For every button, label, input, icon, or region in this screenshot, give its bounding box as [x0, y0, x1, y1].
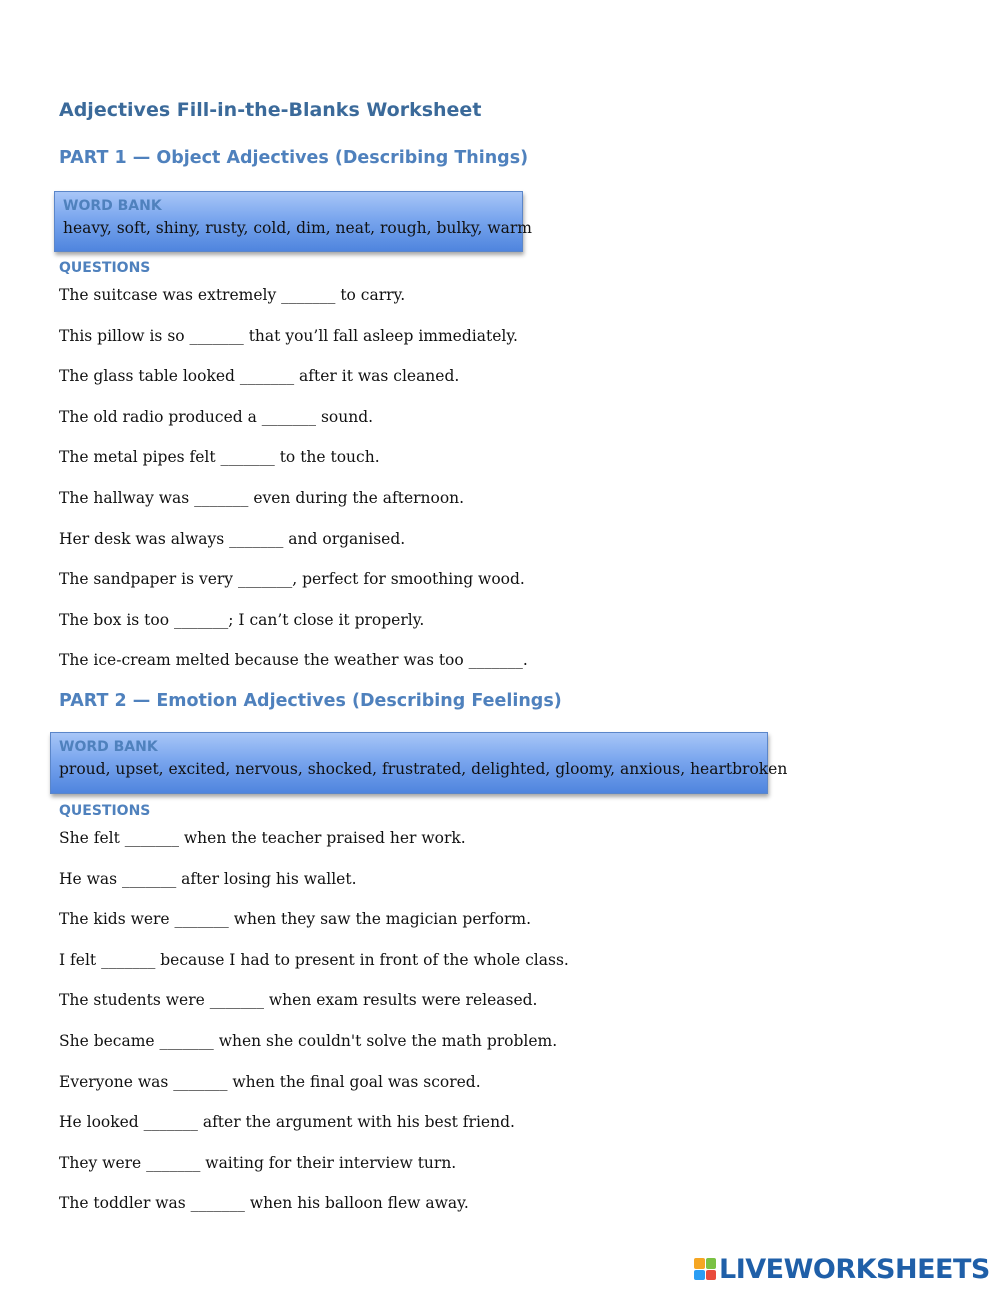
question-item: The old radio produced a _______ sound.	[59, 407, 374, 426]
question-item: The students were _______ when exam results were released.	[59, 991, 538, 1010]
part1-word-bank	[54, 191, 532, 252]
question-item: The glass table looked _______ after it was cleaned.	[59, 367, 460, 386]
logo-text: LIVEWORKSHEETS	[719, 1253, 990, 1285]
question-item: The kids were _______ when they saw the magician perform.	[59, 910, 532, 929]
part1-questions-label: QUESTIONS	[59, 260, 151, 276]
question-item: She became _______ when she couldn't solve the math problem.	[59, 1031, 558, 1050]
worksheet-title: Adjectives Fill-in-the-Blanks Worksheet	[59, 99, 482, 121]
question-item: The toddler was _______ when his balloon flew away.	[59, 1194, 469, 1213]
question-item: Her desk was always _______ and organised.	[59, 529, 406, 548]
liveworksheets-logo	[694, 1252, 990, 1286]
part2-questions-label: QUESTIONS	[59, 803, 151, 819]
part1-word-bank-words: heavy, soft, shiny, rusty, cold, dim, neat, rough, bulky, warm	[63, 219, 532, 237]
part2-word-bank-words: proud, upset, excited, nervous, shocked, frustrated, delighted, gloomy, anxious, heartbroken	[59, 760, 788, 778]
part2-heading: PART 2 — Emotion Adjectives (Describing Feelings)	[59, 691, 562, 711]
question-item: The sandpaper is very _______, perfect for smoothing wood.	[59, 570, 525, 589]
question-item: The hallway was _______ even during the afternoon.	[59, 488, 465, 507]
part1-question-list	[59, 285, 528, 691]
part1-heading: PART 1 — Object Adjectives (Describing Things)	[59, 148, 529, 168]
question-item: They were _______ waiting for their interview turn.	[59, 1153, 457, 1172]
question-item: I felt _______ because I had to present in front of the whole class.	[59, 950, 569, 969]
question-item: She felt _______ when the teacher praised her work.	[59, 829, 466, 847]
question-item: This pillow is so _______ that you’ll fall asleep immediately.	[59, 326, 518, 345]
question-item: The box is too _______; I can’t close it properly.	[59, 610, 425, 629]
liveworksheets-grid-icon	[694, 1258, 716, 1280]
question-item: The suitcase was extremely _______ to carry.	[59, 286, 406, 304]
question-item: The ice-cream melted because the weather was too _______.	[59, 651, 528, 670]
part1-word-bank-label: WORD BANK	[63, 198, 162, 214]
part2-word-bank	[50, 732, 788, 794]
part2-question-list	[59, 828, 569, 1234]
question-item: He looked _______ after the argument with his best friend.	[59, 1113, 515, 1132]
question-item: He was _______ after losing his wallet.	[59, 869, 357, 888]
part2-word-bank-label: WORD BANK	[59, 739, 158, 755]
question-item: Everyone was _______ when the final goal was scored.	[59, 1072, 481, 1091]
question-item: The metal pipes felt _______ to the touch.	[59, 448, 380, 467]
